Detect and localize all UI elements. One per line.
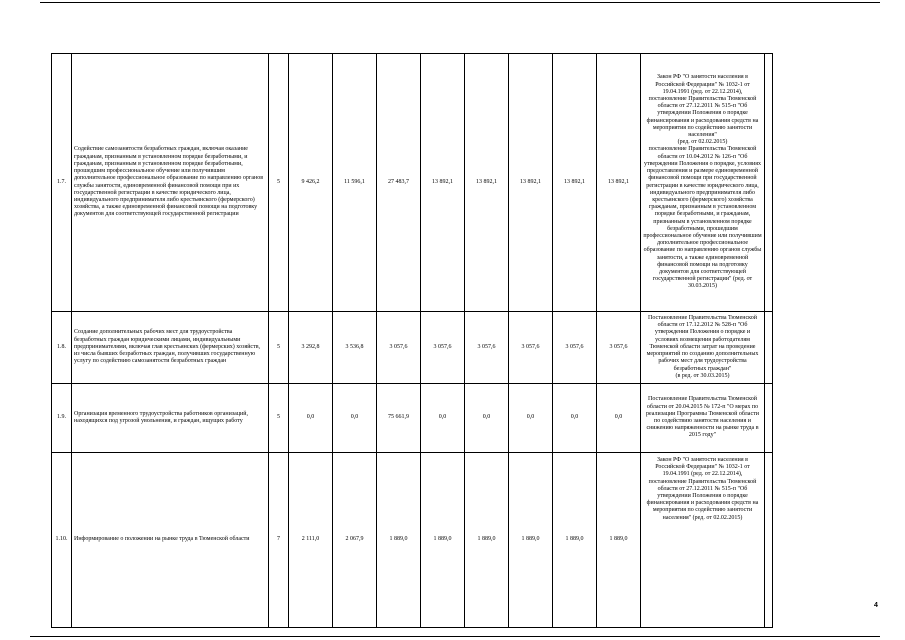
funding-value: 13 892,1 — [421, 54, 465, 312]
measure-description: Организация временного трудоустройства работников организаций, находящихся под угрозой увольнения, и граждан, ищущих работу — [72, 384, 269, 453]
funding-value: 1 889,0 — [377, 453, 421, 628]
funding-value: 1 889,0 — [465, 453, 509, 628]
measure-description: Информирование о положении на рынке труда в Тюменской области — [72, 453, 269, 628]
empty-cell — [765, 312, 773, 384]
funding-value: 9 426,2 — [289, 54, 333, 312]
funding-value: 3 057,6 — [421, 312, 465, 384]
funding-value: 0,0 — [597, 384, 641, 453]
funding-value: 3 292,8 — [289, 312, 333, 384]
funding-value: 13 892,1 — [553, 54, 597, 312]
funding-value: 13 892,1 — [597, 54, 641, 312]
funding-value: 75 661,9 — [377, 384, 421, 453]
legal-basis: Постановление Правительства Тюменской области от 17.12.2012 № 528-п "Об утверждении Положения о порядке и условиях возмещения работодателям Тюменской области затрат на проведение мероприятий по созданию дополнительных рабочих мест для трудоустройства безработных граждан" (в ред. от 30.03.2015) — [641, 312, 765, 384]
funding-value: 13 892,1 — [509, 54, 553, 312]
funding-value: 13 892,1 — [465, 54, 509, 312]
indicator-number: 5 — [269, 54, 289, 312]
table-row — [52, 453, 773, 628]
row-number: 1.7. — [52, 54, 72, 312]
funding-value: 1 889,0 — [509, 453, 553, 628]
measure-description: Создание дополнительных рабочих мест для трудоустройства безработных граждан юридическими лицами, индивидуальными предпринимателями, включая глав крестьянских (фермерских) хозяйств, из числа бывших безработных граждан, получивших государственную услугу по содействию самозанятости безработных граждан — [72, 312, 269, 384]
indicator-number: 5 — [269, 312, 289, 384]
empty-cell — [765, 384, 773, 453]
funding-value: 0,0 — [509, 384, 553, 453]
legal-basis: Постановление Правительства Тюменской области от 20.04.2015 № 172-п "О мерах по реализации Программы Тюменской области по содействию занятости населения и снижению напряженности на рынке труда в 2015 году" — [641, 384, 765, 453]
funding-value: 3 536,8 — [333, 312, 377, 384]
funding-value: 0,0 — [465, 384, 509, 453]
program-table — [51, 53, 773, 628]
funding-value: 0,0 — [333, 384, 377, 453]
table-row — [52, 54, 773, 312]
funding-value: 1 889,0 — [597, 453, 641, 628]
empty-cell — [765, 453, 773, 628]
funding-value: 2 067,9 — [333, 453, 377, 628]
funding-value: 1 889,0 — [421, 453, 465, 628]
measure-description: Содействие самозанятости безработных граждан, включая оказание гражданам, признанным в установленном порядке безработными, и гражданам, признанным в установленном порядке безработными, прошедшим профессиональное обучение или получившим дополнительное профессиональное образование по направлению органов службы занятости, единовременной финансовой помощи при их государственной регистрации в качестве юридического лица, индивидуального предпринимателя либо крестьянского (фермерского) хозяйства, а также единовременной финансовой помощи на подготовку документов для соответствующей государственной регистрации — [72, 54, 269, 312]
legal-basis: Закон РФ "О занятости населения в Российской Федерации" № 1032-1 от 19.04.1991 (ред. от 22.12.2014), постановление Правительства Тюменской области от 27.12.2011 № 515-п "Об утверждении Положения о порядке финансирования и расходования средств на мероприятия по содействию занятости населения" (ред. от 02.02.2015) — [641, 453, 765, 628]
row-number: 1.10. — [52, 453, 72, 628]
funding-value: 0,0 — [421, 384, 465, 453]
scan-artifact-top — [40, 2, 880, 3]
funding-value: 3 057,6 — [377, 312, 421, 384]
funding-value: 11 596,1 — [333, 54, 377, 312]
funding-value: 0,0 — [553, 384, 597, 453]
page-number: 4 — [874, 602, 878, 609]
funding-value: 1 889,0 — [553, 453, 597, 628]
table-row — [52, 384, 773, 453]
indicator-number: 7 — [269, 453, 289, 628]
funding-value: 3 057,6 — [465, 312, 509, 384]
funding-value: 2 111,0 — [289, 453, 333, 628]
legal-basis: Закон РФ "О занятости населения в Российской Федерации" № 1032-1 от 19.04.1991 (ред. от 22.12.2014), постановление Правительства Тюменской области от 27.12.2011 № 515-п "Об утверждении Положения о порядке финансирования и расходования средств на мероприятия по содействию занятости населения" (ред. от 02.02.2015) постановление Правительства Тюменской области от 10.04.2012 № 126-п "Об утверждении Положения о порядке, условиях предоставления и размере единовременной финансовой помощи при государственной регистрации в качестве юридического лица, индивидуального предпринимателя либо крестьянского (фермерского) хозяйства гражданам, признанным в установленном порядке безработными, и гражданам, признанным в установленном порядке безработными, прошедшим профессиональное обучение или получившим дополнительное профессиональное образование по направлению органов службы занятости, а также единовременной финансовой помощи на подготовку документов для соответствующей государственной регистрации" (ред. от 30.03.2015) — [641, 54, 765, 312]
funding-value: 3 057,6 — [509, 312, 553, 384]
row-number: 1.8. — [52, 312, 72, 384]
funding-value: 27 483,7 — [377, 54, 421, 312]
row-number: 1.9. — [52, 384, 72, 453]
funding-value: 3 057,6 — [597, 312, 641, 384]
funding-value: 0,0 — [289, 384, 333, 453]
funding-value: 3 057,6 — [553, 312, 597, 384]
empty-cell — [765, 54, 773, 312]
scan-artifact-bottom — [30, 636, 880, 637]
indicator-number: 5 — [269, 384, 289, 453]
table-row — [52, 312, 773, 384]
